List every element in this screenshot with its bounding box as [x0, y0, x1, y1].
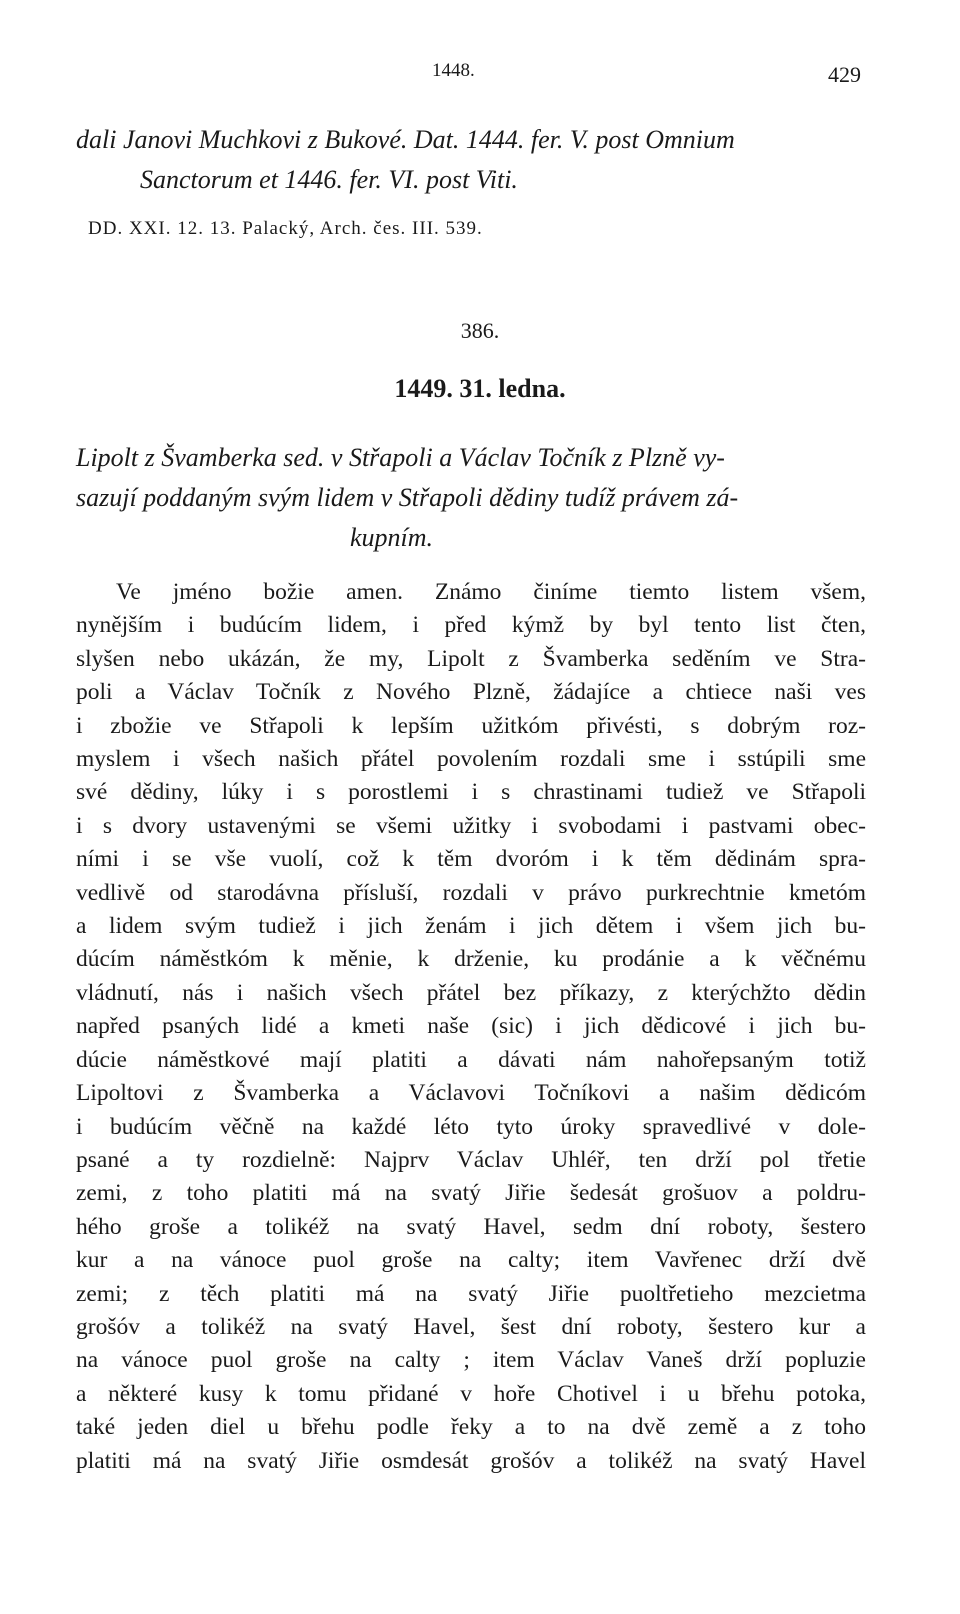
page-header: [0, 60, 960, 90]
body-line: ními i se vše vuolí, což k těm dvoróm i k těm dědinám spra-: [76, 846, 866, 873]
source-references: DD. XXI. 12. 13. Palacký, Arch. čes. III. 539.: [88, 218, 483, 239]
body-line: vedlivě od starodávna přísluší, rozdali v právo purkrechtnie kmetóm: [76, 879, 866, 906]
body-line: nynějším i budúcím lidem, i před kýmž by byl tento list čten,: [76, 612, 866, 639]
document-number: 386.: [460, 318, 500, 343]
body-line: i budúcím věčně na každé léto tyto úroky spravedlivé v dole-: [76, 1113, 866, 1140]
body-line: psané a ty rozdielně: Najprv Václav Uhléř, ten drží pol třetie: [76, 1146, 866, 1173]
body-line: zemi; z těch platiti má na svatý Jiřie puoltřetieho mezcietma: [76, 1280, 866, 1307]
body-line: hého groše a tolikéž na svatý Havel, sedm dní roboty, šestero: [76, 1213, 866, 1240]
body-line: a lidem svým tudiež i jich ženám i jich dětem i všem jich bu-: [76, 913, 866, 940]
previous-entry-line: Sanctorum et 1446. fer. VI. post Viti.: [140, 165, 518, 194]
body-line: a některé kusy k tomu přidané v hoře Chotivel i u břehu potoka,: [76, 1380, 866, 1407]
body-line: dúcie náměstkové mají platiti a dávati nám nahořepsaným totiž: [76, 1046, 866, 1073]
running-head-year: 1448.: [432, 60, 475, 81]
previous-entry-ending: [76, 120, 866, 200]
page-number: 429: [828, 62, 861, 87]
body-line: grošóv a tolikéž na svatý Havel, šest dní roboty, šestero kur a: [76, 1313, 866, 1340]
summary-line: kupním.: [350, 523, 434, 552]
previous-entry-line: dali Janovi Muchkovi z Bukové. Dat. 1444. fer. V. post Omnium: [76, 125, 735, 154]
body-line: zemi, z toho platiti má na svatý Jiřie šedesát grošuov a poldru-: [76, 1180, 866, 1207]
body-line: také jeden diel u břehu podle řeky a to na dvě země a z toho: [76, 1414, 866, 1441]
body-line: Lipoltovi z Švamberka a Václavovi Točníkovi a našim dědicóm: [76, 1080, 866, 1107]
body-line: dúcím náměstkóm k měnie, k drženie, ku prodánie a k věčnému: [76, 946, 866, 973]
body-line: myslem i všech našich přátel povolením rozdali sme i sstúpili sme: [76, 746, 866, 773]
body-line: i zbožie ve Střapoli k lepším užitkóm přivésti, s dobrým roz-: [76, 712, 866, 739]
body-line: Ve jméno božie amen. Známo činíme tiemto listem všem,: [116, 579, 866, 605]
document-body: [76, 576, 866, 1478]
summary-line: sazují poddaným svým lidem v Střapoli dědiny tudíž právem zá-: [76, 483, 739, 512]
document-summary: [76, 438, 866, 558]
body-line: své dědiny, lúky i s porostlemi i s chrastinami tudiež ve Střapoli: [76, 779, 866, 806]
body-line: na vánoce puol groše na calty ; item Václav Vaneš drží popluzie: [76, 1347, 866, 1374]
body-line: kur a na vánoce puol groše na calty; item Vavřenec drží dvě: [76, 1247, 866, 1274]
body-line: vládnutí, nás i našich všech přátel bez příkazy, z kterýchžto dědin: [76, 979, 866, 1006]
body-line: i s dvory ustavenými se všemi užitky i svobodami i pastvami obec-: [76, 812, 866, 839]
body-line: platiti má na svatý Jiřie osmdesát grošóv a tolikéž na svatý Havel: [76, 1447, 866, 1474]
summary-line: Lipolt z Švamberka sed. v Střapoli a Václav Točník z Plzně vy-: [76, 443, 725, 472]
document-date: 1449. 31. ledna.: [394, 374, 566, 403]
body-line: poli a Václav Točník z Nového Plzně, žádajíce a chtiece naši ves: [76, 679, 866, 706]
body-line: napřed psaných lidé a kmeti naše (sic) i jich dědicové i jich bu-: [76, 1013, 866, 1040]
body-line: slyšen nebo ukázán, že my, Lipolt z Švamberka seděním ve Stra-: [76, 645, 866, 672]
